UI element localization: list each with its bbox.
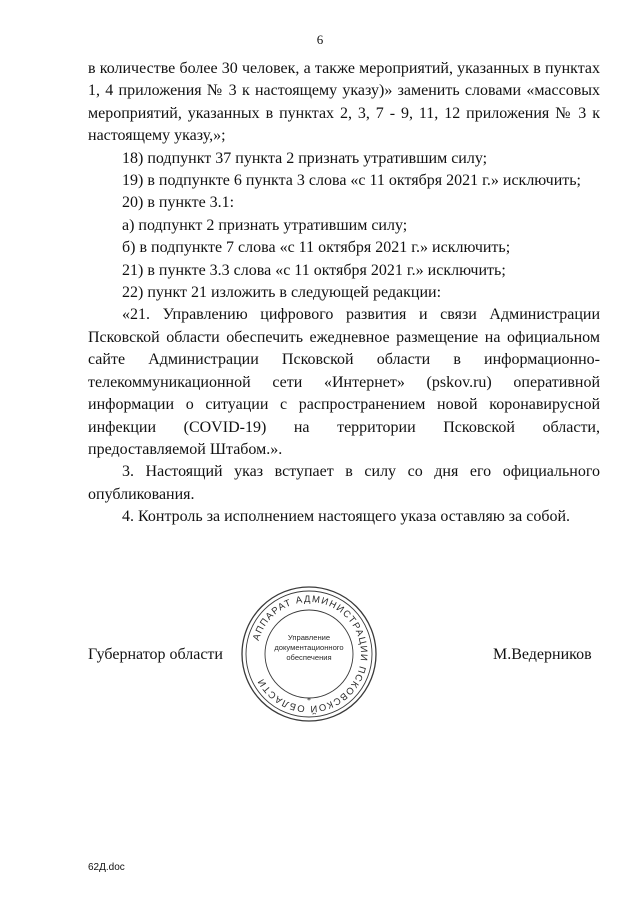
paragraph-item-22: 22) пункт 21 изложить в следующей редакции: [122,284,442,302]
footer-doc-name: 62Д.doc [88,862,125,873]
paragraph-point-3: 3. Настоящий указ вступает в силу со дня его официального опубликования. [88,463,600,503]
paragraph-item-21: 21) в пункте 3.3 слова «с 11 октября 2021 г.» исключить; [122,261,506,279]
signatory-title: Губернатор области [88,646,223,663]
paragraph-point-4: 4. Контроль за исполнением настоящего указа оставляю за собой. [122,508,571,526]
paragraph-new-point-21: «21. Управлению цифрового развития и связи Администрации Псковской области обеспечить ежедневное размещение на официальном сайте Администрации Псковской области в информационно-телекоммуникационной сети «Интернет» (pskov.ru) оперативной информации о ситуации с распространением новой коронавирусной инфекции (COVID-19) на территории Псковской области, предоставляемой Штабом.». [88,306,600,458]
paragraph-continuation: в количестве более 30 человек, а также мероприятий, указанных в пунктах 1, 4 приложения № 3 к настоящему указу)» заменить словами «массовых мероприятий, указанных в пунктах 2, 3, 7 - 9, 11, 12 приложения № 3 к настоящему указу,»; [88,60,600,145]
paragraph-item-18: 18) подпункт 37 пункта 2 признать утратившим силу; [122,149,488,167]
seal-center-text [264,633,354,663]
page-number: 6 [316,32,324,47]
signatory-name: М.Ведерников [493,646,592,663]
seal-ring-text: АППАРАТ АДМИНИСТРАЦИИ ПСКОВСКОЙ ОБЛАСТИ [250,593,370,715]
paragraph-item-19: 19) в подпункте 6 пункта 3 слова «с 11 октября 2021 г.» исключить; [122,172,581,190]
official-seal [238,583,380,725]
paragraph-item-20: 20) в пункте 3.1: [122,194,235,212]
paragraph-item-20a: а) подпункт 2 признать утратившим силу; [122,216,408,234]
paragraph-item-20b: б) в подпункте 7 слова «с 11 октября 2021 г.» исключить; [122,239,511,257]
seal-center-line: обеспечения [286,653,332,662]
seal-center-line: документационного [274,643,344,652]
seal-center-line: Управление [287,633,331,642]
seal-star-icon: * [307,696,311,705]
document-body [88,58,600,529]
